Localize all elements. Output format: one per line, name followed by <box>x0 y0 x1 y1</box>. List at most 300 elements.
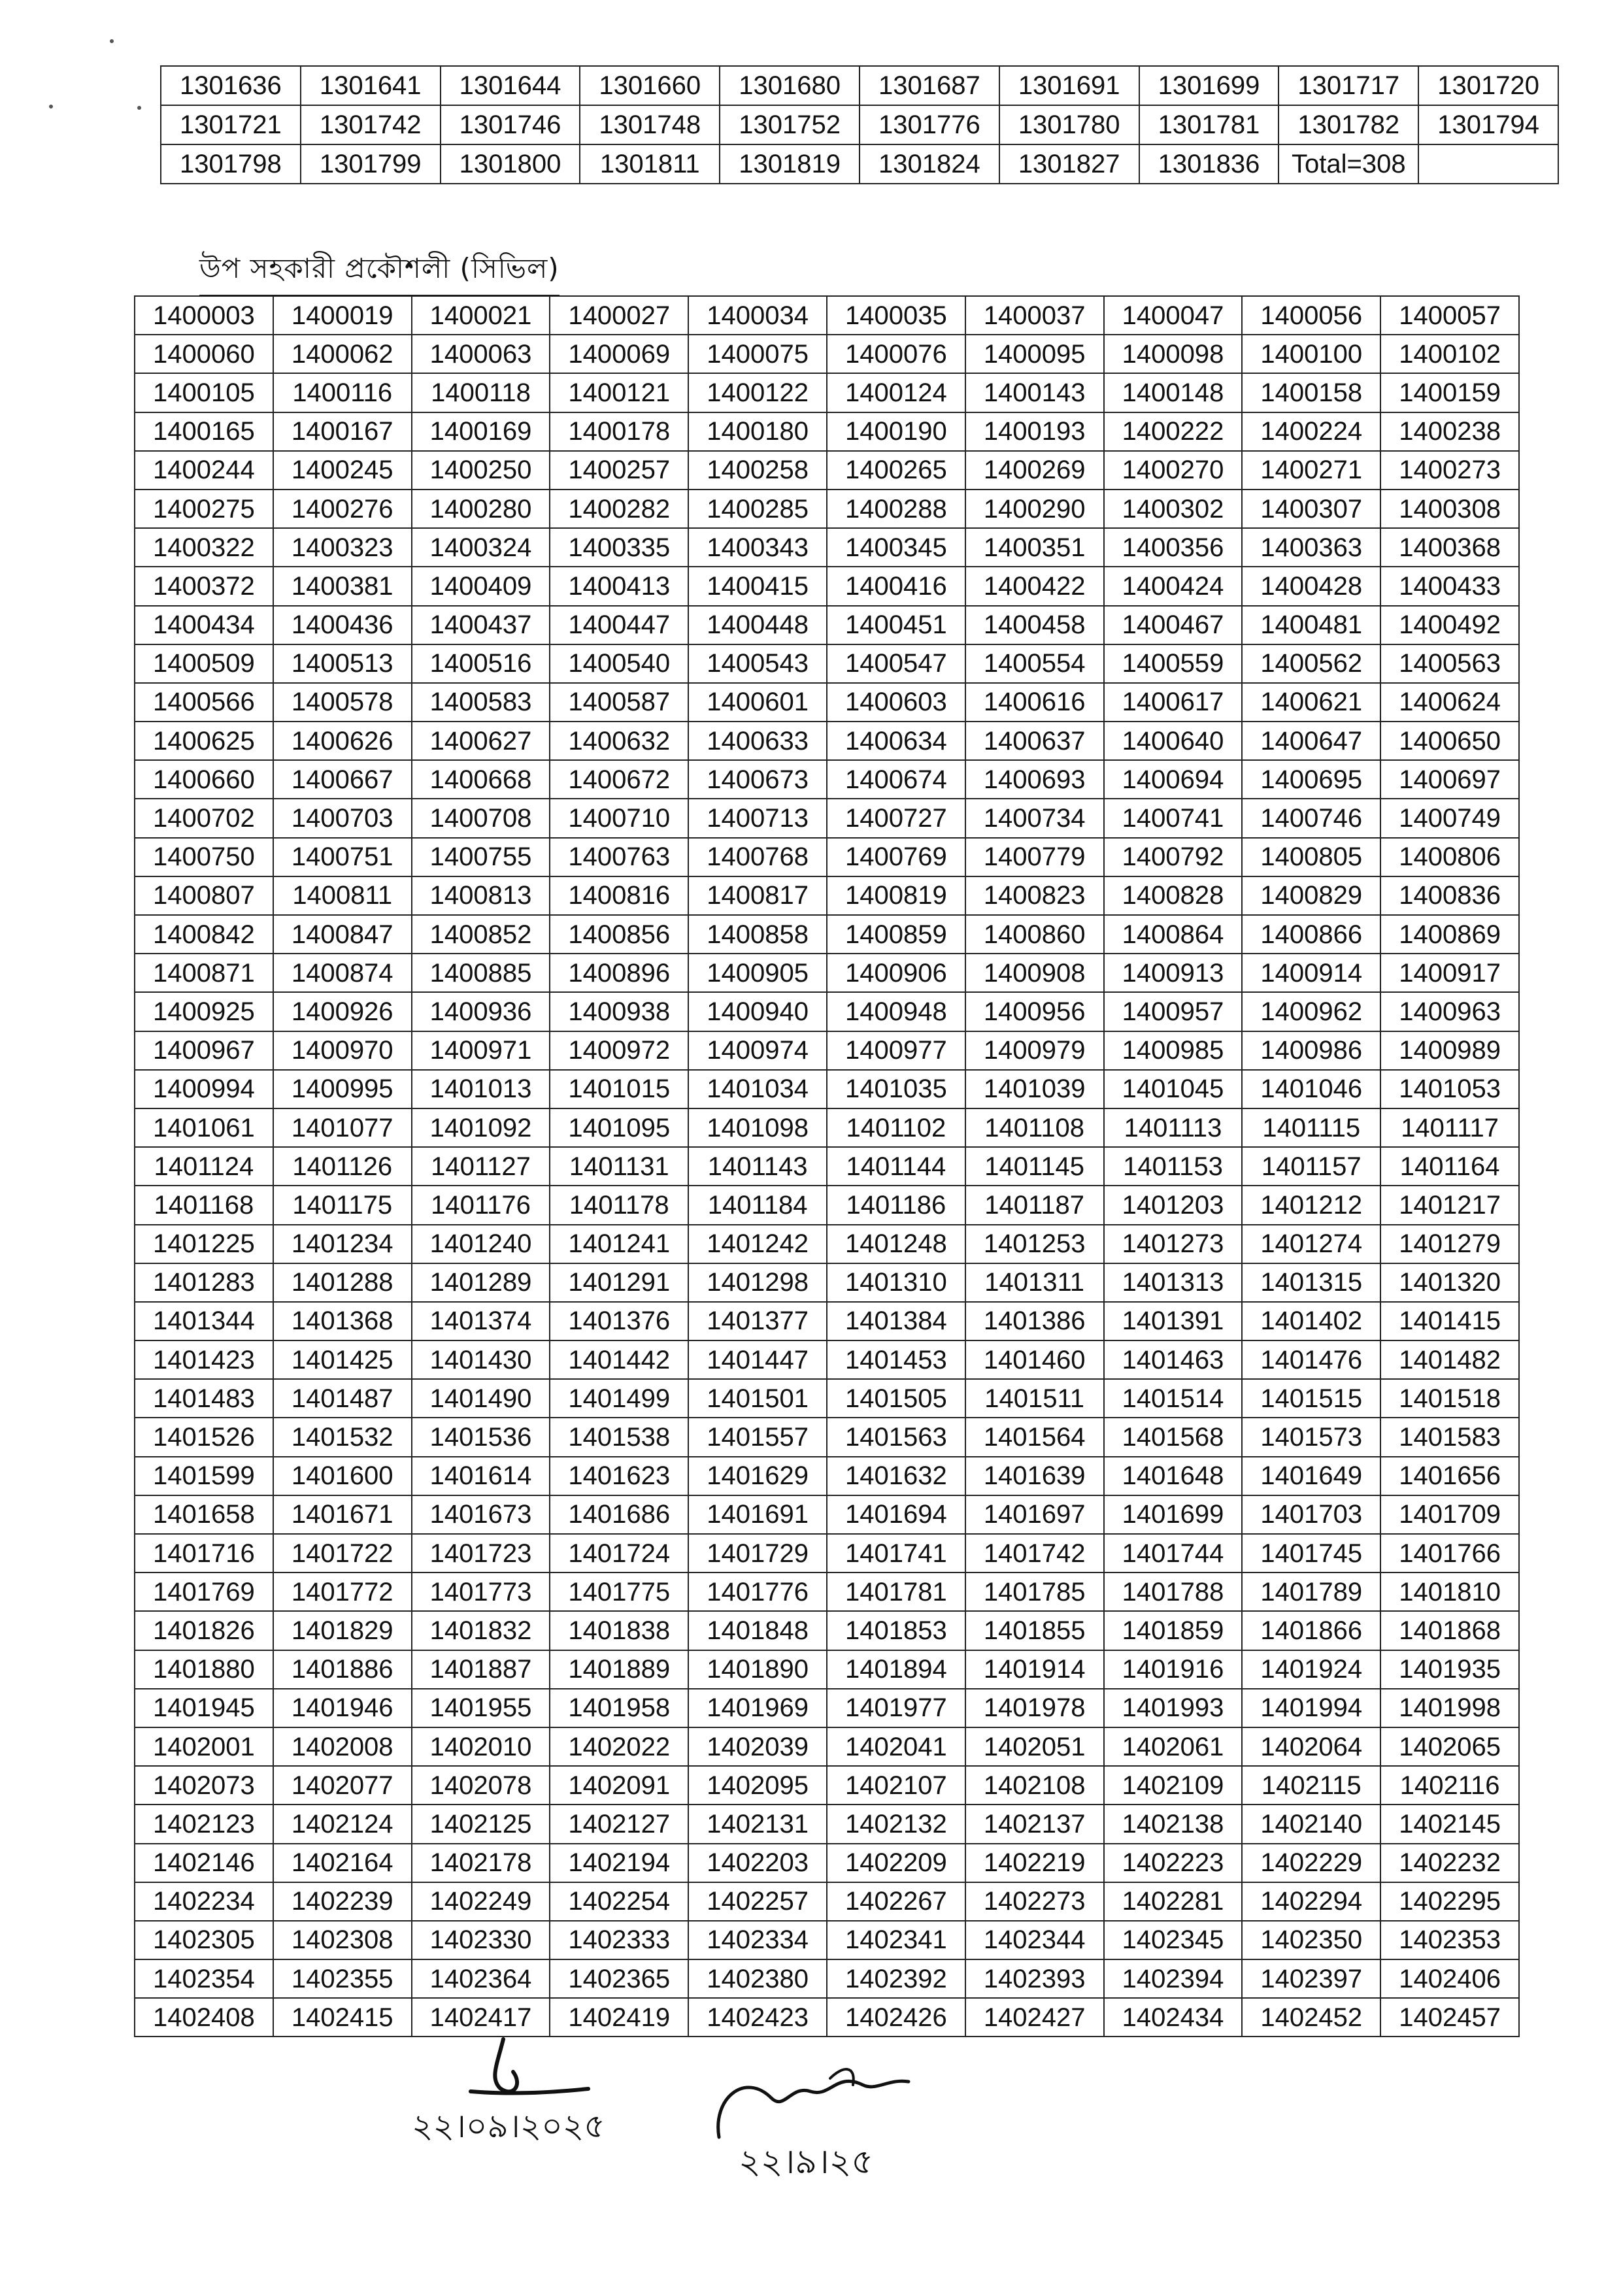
table-cell: 1401203 <box>1104 1186 1243 1224</box>
table-cell: 1400860 <box>965 915 1104 954</box>
table-cell: 1402380 <box>688 1959 827 1998</box>
table-cell: 1401127 <box>412 1147 550 1186</box>
table-cell: 1401568 <box>1104 1418 1243 1456</box>
table-cell: 1402022 <box>550 1727 688 1766</box>
table-cell: 1400169 <box>412 412 550 451</box>
table-cell: 1401126 <box>273 1147 412 1186</box>
table-cell: 1402281 <box>1104 1882 1243 1921</box>
table-row <box>135 1572 1519 1611</box>
table-cell: 1401978 <box>965 1689 1104 1727</box>
table-cell: 1402223 <box>1104 1844 1243 1882</box>
table-cell: 1401242 <box>688 1225 827 1263</box>
table-cell: 1402123 <box>135 1805 273 1843</box>
table-row <box>135 954 1519 992</box>
table-cell: 1402115 <box>1242 1766 1380 1805</box>
table-cell: 1301780 <box>999 105 1139 144</box>
table-cell: 1301699 <box>1139 66 1279 105</box>
table-cell: 1400308 <box>1380 490 1519 528</box>
table-cell: 1401039 <box>965 1070 1104 1108</box>
table-cell: 1400492 <box>1380 606 1519 644</box>
table-cell: 1400270 <box>1104 451 1243 490</box>
table-cell: 1400578 <box>273 683 412 722</box>
table-cell: 1401102 <box>827 1108 965 1147</box>
table-cell: 1401716 <box>135 1534 273 1572</box>
table-cell: 1402239 <box>273 1882 412 1921</box>
table-cell: 1400621 <box>1242 683 1380 722</box>
table-cell: 1401880 <box>135 1650 273 1689</box>
table-cell: 1400746 <box>1242 799 1380 837</box>
table-cell: 1401745 <box>1242 1534 1380 1572</box>
table-cell: 1400244 <box>135 451 273 490</box>
table-cell: 1401697 <box>965 1495 1104 1534</box>
table-row <box>135 1379 1519 1418</box>
table-cell: 1400869 <box>1380 915 1519 954</box>
table-cell: 1402345 <box>1104 1921 1243 1959</box>
table-row <box>135 1186 1519 1224</box>
table-cell: 1401298 <box>688 1263 827 1302</box>
table-cell: 1400836 <box>1380 876 1519 915</box>
table-cell: 1401176 <box>412 1186 550 1224</box>
table-cell: 1401248 <box>827 1225 965 1263</box>
table-cell: 1400368 <box>1380 528 1519 567</box>
table-row <box>135 528 1519 567</box>
table-cell: 1402406 <box>1380 1959 1519 1998</box>
table-row <box>135 335 1519 373</box>
table-cell: 1401656 <box>1380 1457 1519 1495</box>
table-cell: 1400095 <box>965 335 1104 373</box>
table-cell: 1400509 <box>135 644 273 683</box>
table-cell: 1401694 <box>827 1495 965 1534</box>
table-row <box>135 915 1519 954</box>
table-cell: 1401563 <box>827 1418 965 1456</box>
table-cell: 1400938 <box>550 992 688 1031</box>
table-cell: 1401658 <box>135 1495 273 1534</box>
table-cell: 1400805 <box>1242 838 1380 876</box>
table-row <box>135 1457 1519 1495</box>
table-cell: 1401838 <box>550 1611 688 1650</box>
table-cell: 1400102 <box>1380 335 1519 373</box>
table-cell: 1400823 <box>965 876 1104 915</box>
table-cell: 1400847 <box>273 915 412 954</box>
table-cell: 1400238 <box>1380 412 1519 451</box>
table-cell: 1400543 <box>688 644 827 683</box>
table-cell: 1400940 <box>688 992 827 1031</box>
scan-speck <box>137 106 141 110</box>
table-cell: 1402457 <box>1380 1998 1519 2037</box>
table-cell: 1401776 <box>688 1572 827 1611</box>
table-cell: Total=308 <box>1278 144 1418 184</box>
table-row <box>135 1070 1519 1108</box>
table-cell: 1400165 <box>135 412 273 451</box>
table-cell: 1401887 <box>412 1650 550 1689</box>
table-cell: 1400566 <box>135 683 273 722</box>
table-cell: 1400995 <box>273 1070 412 1108</box>
table-cell: 1400925 <box>135 992 273 1031</box>
table-cell: 1400105 <box>135 373 273 412</box>
table-cell: 1400021 <box>412 296 550 335</box>
table-cell: 1400948 <box>827 992 965 1031</box>
table-cell: 1401600 <box>273 1457 412 1495</box>
table-cell: 1400755 <box>412 838 550 876</box>
table-cell: 1402423 <box>688 1998 827 2037</box>
table-cell: 1401773 <box>412 1572 550 1611</box>
table-cell: 1301691 <box>999 66 1139 105</box>
table-cell: 1402257 <box>688 1882 827 1921</box>
table-cell: 1400962 <box>1242 992 1380 1031</box>
table-cell: 1400245 <box>273 451 412 490</box>
table-cell: 1400626 <box>273 722 412 760</box>
table-cell: 1401573 <box>1242 1418 1380 1456</box>
table-cell: 1400634 <box>827 722 965 760</box>
table-cell: 1401699 <box>1104 1495 1243 1534</box>
table-cell: 1402145 <box>1380 1805 1519 1843</box>
table-cell: 1400697 <box>1380 760 1519 799</box>
table-cell: 1400547 <box>827 644 965 683</box>
table-cell: 1401511 <box>965 1379 1104 1418</box>
table-cell: 1400436 <box>273 606 412 644</box>
table-cell: 1301799 <box>301 144 441 184</box>
table-cell: 1400060 <box>135 335 273 373</box>
table-cell: 1401061 <box>135 1108 273 1147</box>
table-cell: 1400660 <box>135 760 273 799</box>
table-cell: 1401178 <box>550 1186 688 1224</box>
table-cell: 1401993 <box>1104 1689 1243 1727</box>
table-cell: 1401775 <box>550 1572 688 1611</box>
table-cell: 1402353 <box>1380 1921 1519 1959</box>
table-cell: 1401234 <box>273 1225 412 1263</box>
table-cell: 1301720 <box>1418 66 1558 105</box>
table-cell: 1401868 <box>1380 1611 1519 1650</box>
table-cell: 1401289 <box>412 1263 550 1302</box>
table-cell: 1400258 <box>688 451 827 490</box>
table-cell: 1400906 <box>827 954 965 992</box>
table-cell: 1400124 <box>827 373 965 412</box>
table-cell: 1400037 <box>965 296 1104 335</box>
table-cell: 1400779 <box>965 838 1104 876</box>
table-cell: 1400967 <box>135 1031 273 1070</box>
table-cell: 1400811 <box>273 876 412 915</box>
table-cell: 1401723 <box>412 1534 550 1572</box>
table-cell: 1400121 <box>550 373 688 412</box>
table-cell: 1400448 <box>688 606 827 644</box>
table-cell: 1402254 <box>550 1882 688 1921</box>
table-cell: 1400540 <box>550 644 688 683</box>
table-cell: 1400693 <box>965 760 1104 799</box>
table-cell: 1401514 <box>1104 1379 1243 1418</box>
table-cell: 1400027 <box>550 296 688 335</box>
table-row <box>135 644 1519 683</box>
table-row <box>135 1302 1519 1340</box>
table-cell: 1301776 <box>860 105 999 144</box>
table-cell: 1401499 <box>550 1379 688 1418</box>
table-cell: 1301782 <box>1278 105 1418 144</box>
table-cell: 1401402 <box>1242 1302 1380 1340</box>
table-cell: 1401291 <box>550 1263 688 1302</box>
table-cell: 1402109 <box>1104 1766 1243 1805</box>
table-cell: 1401374 <box>412 1302 550 1340</box>
table-cell: 1400424 <box>1104 567 1243 605</box>
table-cell: 1400842 <box>135 915 273 954</box>
table-cell: 1401442 <box>550 1340 688 1379</box>
table-cell: 1402452 <box>1242 1998 1380 2037</box>
table-row <box>135 683 1519 722</box>
table-cell: 1401144 <box>827 1147 965 1186</box>
table-cell: 1400222 <box>1104 412 1243 451</box>
scan-speck <box>49 105 53 108</box>
table-cell: 1400275 <box>135 490 273 528</box>
table-cell: 1400989 <box>1380 1031 1519 1070</box>
table-row <box>135 412 1519 451</box>
table-row <box>135 1727 1519 1766</box>
table-cell: 1401283 <box>135 1263 273 1302</box>
table-cell: 1402426 <box>827 1998 965 2037</box>
table-cell: 1400559 <box>1104 644 1243 683</box>
table-cell: 1400351 <box>965 528 1104 567</box>
table-cell: 1400282 <box>550 490 688 528</box>
table-cell: 1401131 <box>550 1147 688 1186</box>
table-cell: 1401212 <box>1242 1186 1380 1224</box>
table-cell: 1400193 <box>965 412 1104 451</box>
table-cell: 1401430 <box>412 1340 550 1379</box>
table-cell: 1400986 <box>1242 1031 1380 1070</box>
table-cell: 1401916 <box>1104 1650 1243 1689</box>
table-cell: 1301752 <box>720 105 860 144</box>
table-cell: 1402427 <box>965 1998 1104 2037</box>
table-cell: 1400751 <box>273 838 412 876</box>
table-cell: 1401157 <box>1242 1147 1380 1186</box>
table-cell: 1402295 <box>1380 1882 1519 1921</box>
table-cell: 1402294 <box>1242 1882 1380 1921</box>
table-cell: 1402039 <box>688 1727 827 1766</box>
table-cell: 1400271 <box>1242 451 1380 490</box>
table-cell: 1400437 <box>412 606 550 644</box>
table-cell: 1401035 <box>827 1070 965 1108</box>
table-cell: 1400280 <box>412 490 550 528</box>
table-cell: 1401632 <box>827 1457 965 1495</box>
table-cell: 1401447 <box>688 1340 827 1379</box>
left-signature-date: ২২।০৯।২০২৫ <box>412 2107 605 2145</box>
table-cell: 1401848 <box>688 1611 827 1650</box>
table-row <box>135 1998 1519 2037</box>
table-cell: 1400416 <box>827 567 965 605</box>
table-cell: 1400035 <box>827 296 965 335</box>
table-cell: 1400768 <box>688 838 827 876</box>
table-cell: 1402091 <box>550 1766 688 1805</box>
table-cell: 1400914 <box>1242 954 1380 992</box>
table-cell: 1401955 <box>412 1689 550 1727</box>
table-cell: 1402065 <box>1380 1727 1519 1766</box>
table-cell: 1402041 <box>827 1727 965 1766</box>
table-cell <box>1418 144 1558 184</box>
table-cell: 1400122 <box>688 373 827 412</box>
table-cell: 1401310 <box>827 1263 965 1302</box>
table-cell: 1401741 <box>827 1534 965 1572</box>
table-cell: 1402334 <box>688 1921 827 1959</box>
table-cell: 1401889 <box>550 1650 688 1689</box>
table-cell: 1401532 <box>273 1418 412 1456</box>
table-cell: 1400741 <box>1104 799 1243 837</box>
top-roll-table <box>160 65 1559 184</box>
table-cell: 1400749 <box>1380 799 1519 837</box>
table-cell: 1401785 <box>965 1572 1104 1611</box>
table-cell: 1401187 <box>965 1186 1104 1224</box>
table-cell: 1402249 <box>412 1882 550 1921</box>
table-cell: 1400624 <box>1380 683 1519 722</box>
table-cell: 1400816 <box>550 876 688 915</box>
table-cell: 1401113 <box>1104 1108 1243 1147</box>
table-cell: 1301781 <box>1139 105 1279 144</box>
table-cell: 1301680 <box>720 66 860 105</box>
table-cell: 1402194 <box>550 1844 688 1882</box>
table-cell: 1402434 <box>1104 1998 1243 2037</box>
table-cell: 1400813 <box>412 876 550 915</box>
table-row <box>135 1805 1519 1843</box>
table-cell: 1402001 <box>135 1727 273 1766</box>
table-row <box>135 1921 1519 1959</box>
table-cell: 1400713 <box>688 799 827 837</box>
table-cell: 1400372 <box>135 567 273 605</box>
table-cell: 1401077 <box>273 1108 412 1147</box>
table-cell: 1400322 <box>135 528 273 567</box>
table-cell: 1401766 <box>1380 1534 1519 1572</box>
table-cell: 1402137 <box>965 1805 1104 1843</box>
table-cell: 1401092 <box>412 1108 550 1147</box>
table-row <box>161 144 1558 184</box>
table-cell: 1402417 <box>412 1998 550 2037</box>
table-cell: 1401320 <box>1380 1263 1519 1302</box>
table-cell: 1402008 <box>273 1727 412 1766</box>
table-cell: 1400583 <box>412 683 550 722</box>
table-cell: 1402397 <box>1242 1959 1380 1998</box>
table-cell: 1400617 <box>1104 683 1243 722</box>
table-row <box>135 760 1519 799</box>
table-cell: 1401935 <box>1380 1650 1519 1689</box>
table-cell: 1401853 <box>827 1611 965 1650</box>
table-row <box>135 1108 1519 1147</box>
table-cell: 1400098 <box>1104 335 1243 373</box>
table-cell: 1400806 <box>1380 838 1519 876</box>
table-cell: 1400159 <box>1380 373 1519 412</box>
table-row <box>135 1225 1519 1263</box>
table-cell: 1401217 <box>1380 1186 1519 1224</box>
table-cell: 1400668 <box>412 760 550 799</box>
table-cell: 1400871 <box>135 954 273 992</box>
table-cell: 1400143 <box>965 373 1104 412</box>
table-cell: 1401476 <box>1242 1340 1380 1379</box>
table-cell: 1400554 <box>965 644 1104 683</box>
table-cell: 1401686 <box>550 1495 688 1534</box>
table-row <box>135 451 1519 490</box>
table-cell: 1401311 <box>965 1263 1104 1302</box>
table-cell: 1401789 <box>1242 1572 1380 1611</box>
table-cell: 1401415 <box>1380 1302 1519 1340</box>
table-cell: 1402341 <box>827 1921 965 1959</box>
table-row <box>161 66 1558 105</box>
table-cell: 1400647 <box>1242 722 1380 760</box>
table-cell: 1401098 <box>688 1108 827 1147</box>
table-cell: 1402364 <box>412 1959 550 1998</box>
table-cell: 1402138 <box>1104 1805 1243 1843</box>
table-cell: 1401376 <box>550 1302 688 1340</box>
table-cell: 1402232 <box>1380 1844 1519 1882</box>
table-cell: 1400979 <box>965 1031 1104 1070</box>
table-cell: 1301746 <box>441 105 580 144</box>
table-cell: 1400273 <box>1380 451 1519 490</box>
left-signature <box>392 2026 693 2157</box>
table-cell: 1400413 <box>550 567 688 605</box>
table-cell: 1400792 <box>1104 838 1243 876</box>
table-cell: 1402107 <box>827 1766 965 1805</box>
table-cell: 1400451 <box>827 606 965 644</box>
table-cell: 1402308 <box>273 1921 412 1959</box>
table-cell: 1401866 <box>1242 1611 1380 1650</box>
table-cell: 1402365 <box>550 1959 688 1998</box>
table-cell: 1400632 <box>550 722 688 760</box>
table-cell: 1402125 <box>412 1805 550 1843</box>
table-cell: 1301687 <box>860 66 999 105</box>
table-cell: 1401788 <box>1104 1572 1243 1611</box>
civil-roll-table <box>134 295 1520 2037</box>
table-cell: 1301819 <box>720 144 860 184</box>
table-cell: 1301800 <box>441 144 580 184</box>
table-cell: 1400167 <box>273 412 412 451</box>
table-cell: 1400917 <box>1380 954 1519 992</box>
table-cell: 1400616 <box>965 683 1104 722</box>
table-cell: 1301827 <box>999 144 1139 184</box>
table-cell: 1400763 <box>550 838 688 876</box>
table-cell: 1401164 <box>1380 1147 1519 1186</box>
table-cell: 1402140 <box>1242 1805 1380 1843</box>
table-cell: 1401742 <box>965 1534 1104 1572</box>
table-cell: 1401483 <box>135 1379 273 1418</box>
table-cell: 1400627 <box>412 722 550 760</box>
table-cell: 1400290 <box>965 490 1104 528</box>
table-cell: 1401482 <box>1380 1340 1519 1379</box>
table-cell: 1401288 <box>273 1263 412 1302</box>
table-cell: 1401274 <box>1242 1225 1380 1263</box>
table-cell: 1400874 <box>273 954 412 992</box>
table-cell: 1402146 <box>135 1844 273 1882</box>
table-cell: 1401505 <box>827 1379 965 1418</box>
table-row <box>135 490 1519 528</box>
table-cell: 1400974 <box>688 1031 827 1070</box>
table-cell: 1400672 <box>550 760 688 799</box>
table-cell: 1402392 <box>827 1959 965 1998</box>
table-cell: 1400190 <box>827 412 965 451</box>
table-cell: 1401998 <box>1380 1689 1519 1727</box>
table-cell: 1301742 <box>301 105 441 144</box>
table-cell: 1402209 <box>827 1844 965 1882</box>
table-cell: 1400047 <box>1104 296 1243 335</box>
table-cell: 1400817 <box>688 876 827 915</box>
table-cell: 1400896 <box>550 954 688 992</box>
table-cell: 1401518 <box>1380 1379 1519 1418</box>
table-cell: 1400447 <box>550 606 688 644</box>
table-cell: 1402203 <box>688 1844 827 1882</box>
table-cell: 1400069 <box>550 335 688 373</box>
table-cell: 1401769 <box>135 1572 273 1611</box>
table-cell: 1400926 <box>273 992 412 1031</box>
table-cell: 1401639 <box>965 1457 1104 1495</box>
table-cell: 1301836 <box>1139 144 1279 184</box>
table-cell: 1400769 <box>827 838 965 876</box>
table-cell: 1400100 <box>1242 335 1380 373</box>
table-cell: 1400467 <box>1104 606 1243 644</box>
table-cell: 1402344 <box>965 1921 1104 1959</box>
table-cell: 1402330 <box>412 1921 550 1959</box>
table-cell: 1400180 <box>688 412 827 451</box>
scan-speck <box>110 39 114 43</box>
